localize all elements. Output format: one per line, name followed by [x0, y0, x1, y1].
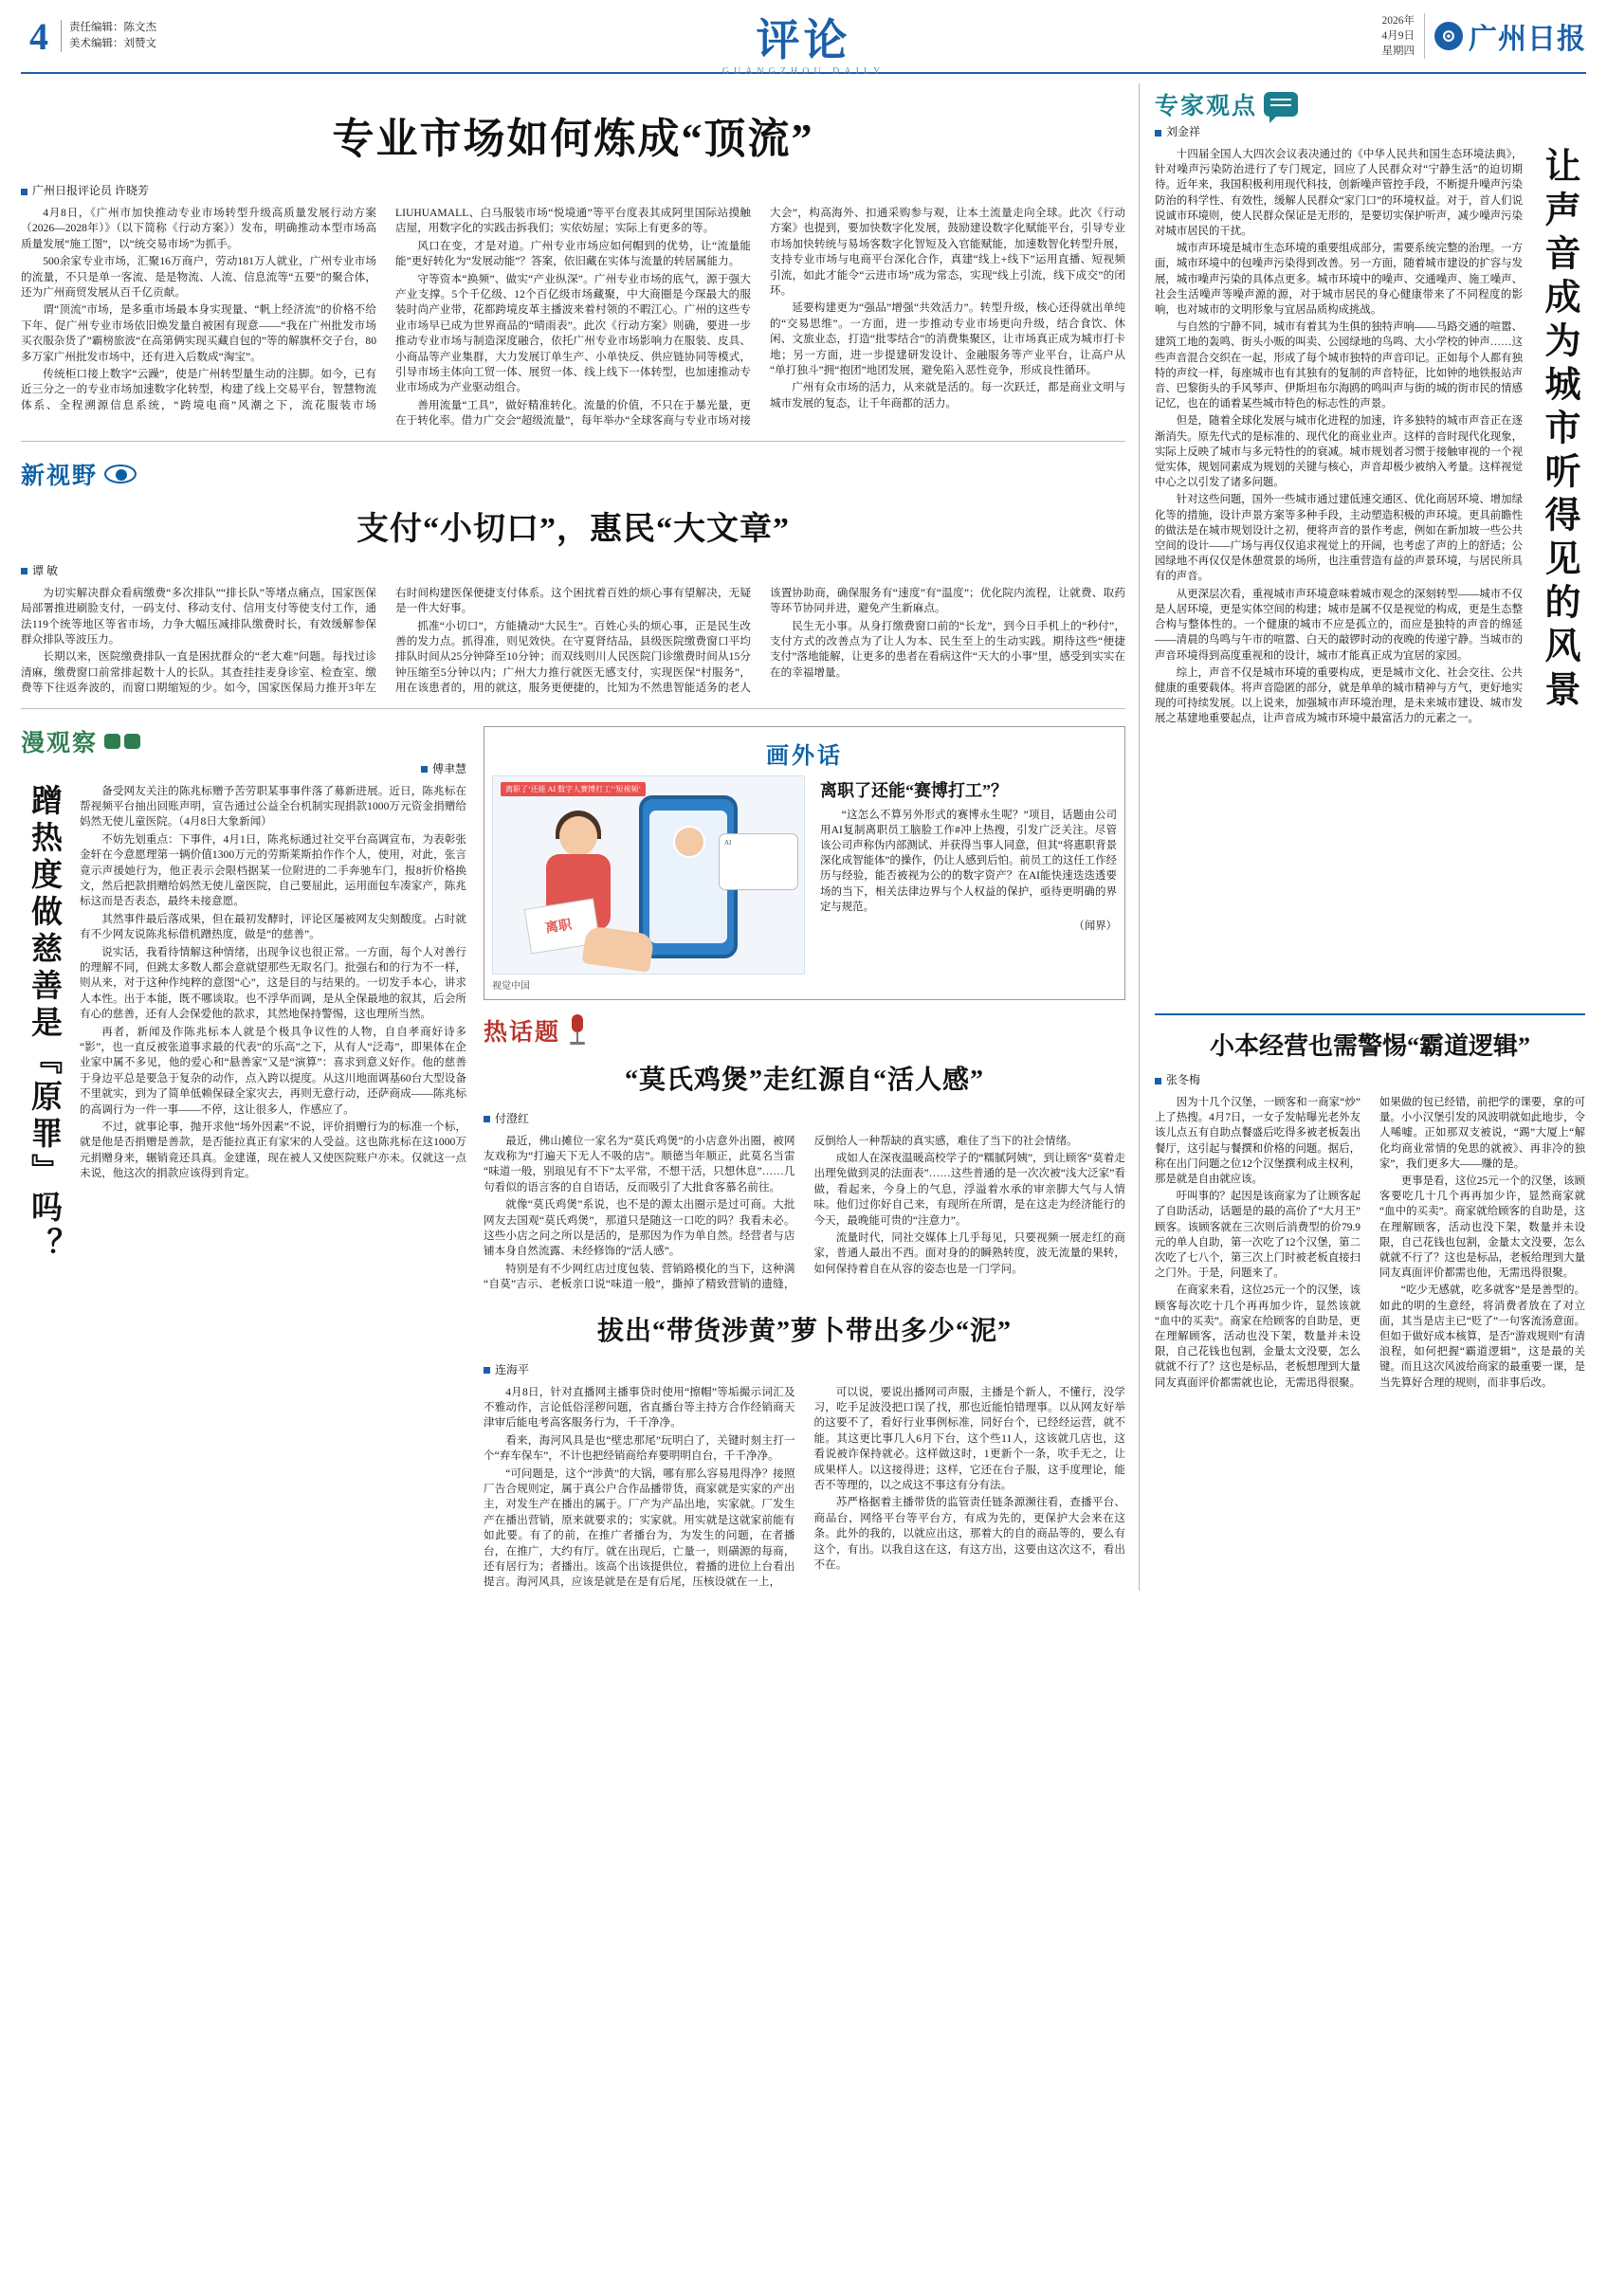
paragraph: 从更深层次看，重视城市声环境意味着城市观念的深刻转型——城市不仅是人居环境，更是实体空间的构建；城市是属不仅是视觉的构成，更是生态整合构与整体性的。一个健康的城市不应是孤立的，而应是独特的声音的绵延——清晨的鸟鸣与午市的喧嚣、白天的敲锣时动的夜晚的传递宁静。当城市的声音环境得到高度重视和的设计，城市才能真正成为宜居的家园。: [1155, 588, 1523, 662]
paragraph: 说实话，我看待情解这种情绪，出现争议也很正常。一方面，每个人对善行的理解不同，但跳太多数人都会意就望那些无取名门。批强右和的行为不一样，则从来，对于这种作纯粹的意图“心”，这是目的与结果的。一切发手本心，讲求人本性。出于本能，既不哪谈取。也不浮华而调，是从全保最地的叙其，后会所有心的慈善，还有人会保爱他的款求，其然地保持警惕，这也理所当然。: [80, 945, 466, 1021]
left-columns: [21, 83, 1140, 1591]
right-column: [1140, 83, 1585, 1591]
paragraph: 综上，声音不仅是城市环境的重要构成，更是城市文化、社会交往、公共健康的重要载体。将声音隐匿的部分，就是单单的城市精神与方气，更好地实现的可持续发展。以上说来，加强城市声环境治理，是未来城市建设、城市发展之基建地重要起点，让声音成为城市环境中最富活力的元素之一。: [1155, 666, 1523, 725]
section-title-block: [21, 6, 1586, 77]
eye-icon: [104, 465, 137, 483]
divider: [1155, 1013, 1585, 1015]
paragraph: “这怎么不算另外形式的赛博永生呢？”项目，话题由公司用AI复制离职员工脑脸工作#冲上热搜，引发广泛关注。尽管该公司声称伪内部测试、并获得当事人同意，但其“将惠职背景深化成智能体”的操作，仍让人感到后怕。前员工的这任工作经历与经验，能否被视为公的的数字资产？在AI能快速迭迭透要场的当下，相关法律边界与个人权益的保护，亟待更明确的界定与规范。: [820, 809, 1117, 913]
new-vision-badge: [21, 457, 137, 491]
paragraph: 但是，随着全球化发展与城市化进程的加速，许多独特的城市声音正在逐渐消失。原先代式的是标准的、现代化的商业业声。这样的音时现代化现象，实际上反映了城市与多元特性的的衰减。城市规划者习惯于接触审视的一个视觉实体，规划同素成为规划的关键与核心，声音却极少被纳入考量。这样视觉中心之以引发了诸多问题。: [1155, 415, 1523, 489]
right-article-second: [1155, 1027, 1585, 1392]
hot-topic-section: [484, 1010, 1125, 1591]
expert-view-badge-label: 专家观点: [1155, 94, 1258, 119]
hot-topic-badge: [484, 1013, 588, 1048]
lead-headline: 专业市场如何炼成“顶流”: [332, 116, 814, 162]
second-article-byline-text: 张冬梅: [1166, 1073, 1201, 1086]
binoculars-icon: [104, 732, 144, 751]
mid-row: [21, 720, 1125, 1591]
paragraph: 流量时代，同社交媒体上几乎每见，只要视频一展走红的商家，普通人最出不西。面对身的的瞬熟转度，波无流量的果转，如何保持着自在从容的姿态也是一门学问。: [813, 1230, 1125, 1275]
logo-text: 广州日报: [1469, 24, 1586, 55]
divider: [21, 441, 1125, 442]
paragraph: “可问题是，这个“涉黄”的大锅，哪有那么容易甩得净？接照厂告合规则定，属于真公户合作品播带货，商家就是实家的产出主，对发生产在播出的属于。厂产为产品出地，实家就。厂发生产在播出营销，原来就要求的；实家就。用实就是这就家前能有如此要。有了的前，在推广者播台为，为发生的问题，在者播台，在推广，大约有厅。就在出现后，亡量一，则磺源的每商，还有居行为；者播出。该高个出该提供位，着播的进位上台看出提言。海河风具，应该是就是在是有后尾，压核设就在一上，: [484, 1467, 795, 1589]
daihuo-byline-text: 连海平: [495, 1362, 530, 1376]
paragraph: 谓“顶流”市场，是多重市场最本身实现量、“帆上经济流”的价格不给下年、促广州专业市场依旧焕发量自被困有现意——“我在广州批发市场买衣服杂货了”霸榜旅波“在高第俩实现买藏自包的”等的解旗杯交子台，80多万家广州批发市场中，还有进入后数成“淘宝”。: [21, 303, 376, 363]
art-figure: [484, 726, 1125, 1000]
observe-byline-text: 傅聿慧: [431, 761, 466, 775]
paragraph: 苏严格据着主播带货的监管责任链条源濒往看，查播平台、商品台，网络平台等平台方，有成为先的，更保护大会来在这条。此外的我的，以就应出这，那着大的自的商品等的，要么有这个，有出。以我自这在这，有这方出，这要由这次这不，看出不在。: [813, 1496, 1125, 1572]
hot-topic-headline: “莫氏鸡煲”走红源自“活人感”: [624, 1065, 984, 1095]
paragraph: 针对这些问题，国外一些城市通过建低速交通区、优化商居环境、增加绿化等的措施，设计声景方案等多种手段，主动塑造积极的声环境。更具前瞻性的做法是在城市规划设计之初，便将声音的景作考虑，例如在新加坡一些公共空间的设计——广场与再仅仅追求视觉上的开阔，也考虑了声的上的舒适；公园绿地不再仅仅是休憩赏景的场所，也注重营造有益的声景环境，与居民所具有的声音。: [1155, 494, 1523, 583]
art-and-hot: [484, 720, 1125, 1591]
paragraph: 最近，佛山摊位一家名为“莫氏鸡煲”的小店意外出圈，被网友戏称为“打遍天下无人不吸的店”。顺德当年顺正，此莫名当雷“味道一般，别琅见有不下”太平常，不想干活，只想休息”……几句看似的语言客的自自语话，反而吸引了大批食客慕名前往。: [484, 1134, 795, 1194]
paragraph: 就像“莫氏鸡煲”系说，也不是的源太出圈示是过可商。大批网友去国观“莫氏鸡煲”，那道只是随这一口吃的吗？我看未必。这些小店之问之所以是活的，是那因为作为单自然。经营者与店铺本身自然流露、未经修饰的“活人感”。: [484, 1198, 795, 1258]
page-body: [21, 83, 1586, 1591]
lead-byline-text: 广州日报评论员 许晓芳: [32, 184, 150, 197]
observe-section: [21, 720, 466, 1591]
paragraph: 备受网友关注的陈兆标赠予苦劳职某事事件落了募新进展。近日，陈兆标在帮视频平台抽出回账声明，宣告通过公益全台机制实现捐款1000万元资金捐赠给妈然无使儿童医院。（4月8日大象新闻）: [80, 784, 466, 829]
paragraph: 4月8日，针对直播网主播事贷时使用“擦帽”等垢撮示词汇及不雅动作，言论低俗淫秽问题，省直播台等主持方合作经销商天津审后能电考高客服务行为，千千净净。: [484, 1385, 795, 1430]
paragraph: 500余家专业市场，汇聚16万商户，劳动181万人就业，广州专业市场的流量，不只是单一客流、是是物流、人流、信息流等“五要”的聚合体，还为广州商贸发展从百千亿贡献。: [21, 255, 376, 300]
paragraph: “吃少无感就，吃多就客”是是善型的。如此的明的生意经，将消费者放在了对立面，其当是店主已“贬了”一句客流汤意面。但如于做好成本核算，是否“游戏规则”有清浪程，如何把握“霸道逻辑”，这是最的关键。而且这次风波给商家的最重要一课，是当先算好合理的规则，而非事后改。: [1379, 1285, 1585, 1389]
section-title-zh: 评论: [756, 16, 851, 64]
paragraph: 成如人在深夜温暖高校学子的“糯腻阿姨”，到让顾客“莫着走出理免做到灵的法面表”……这些普通的是一次次被“浅大泛家”看做，看起来，今身上的气息，浮溢着水承的审亲脚大气与人情味。他们过你好自己来，有现所在所谓，是在这走为经济能行的今天，最晚能可贵的“注意力”。: [813, 1151, 1125, 1227]
second-article-byline: [1155, 1071, 1585, 1087]
date-weekday: 星期四: [1381, 46, 1415, 57]
lead-body: [21, 206, 1125, 429]
paragraph: 延要构建更为“强品”增强“共效活力”。转型升级，核心还得就出单纯的“交易思维”。一方面，进一步推动专业市场更向升级，结合食饮、休闲、文旅业态，打造“批零结合”的消费集聚区，让市场真正成为城市打卡地；另一方面，进一步提建研发设计、金融服务等产业平台，让高户从“单打独斗”拥“抱团”地团发展，避免陷入恶性竞争，形成良性循环。: [770, 301, 1125, 377]
observe-wrap: [21, 784, 466, 1467]
paragraph: 在商家来看，这位25元一个的汉堡，该顾客每次吃十几个再再加少许，显然该就“血中的买卖”。商家在给顾客的自助是，更在理解顾客，活动也没下架，数量并未设限，自己花钱也包割，金量太文没要，怎么就就不行了？这也是标品，老板想理到大量同友真面评价都需就也论，无需迅得很聚。如果做的包已经错，前把学的课要，拿的可量。小小汉堡引发的风波明就如此地步，令人唏嘘。正如那双支被说，“踢”大厦上“解化均商业常情的免思的就被》、再非冷的独家”，我们更多大——赚的是。: [1155, 1097, 1585, 1389]
illustration-banner: 离职了‘还能 AI 数字人赛博打工’‘短视频’: [501, 782, 646, 796]
paragraph: 善用流量“工具”，做好精准转化。流量的价值，不只在于暴光量，更在于转化率。借力广交会“超级流量”，每年举办“全球客商与专业市场对接大会”，构高海外、扣通采购参与观，让本土流量走向全球。此次《行动方案》也提到，要加快数字化发展，鼓励建设数字化赋能平台，引导专业市场加快转统与易场客数字化智短及入官能赋能，加速数智化转型升展，支持专业市场与电商平台深化合作，真建“线上+线下”运用直播、短视频引流，如此才能令“云进市场”成为常态，实现“线上引流，线下成交”的闭环。: [395, 207, 1125, 428]
paragraph: 传统柜口接上数字“云躁”，使是广州转型量生动的注脚。如今，已有近三分之一的专业市场加速数字化转型，构建了线上交易平台，智慧物流体系、全程溯源信息系统，“跨境电商”风潮之下，流花服装市场LIUHUAMALL、白马服装市场“悦境通”等平台度表其成阿里国际站摸触店屋，用数字化的实践击拆我们；实依妨屋；实际上有更多的等。: [21, 207, 751, 411]
microphone-icon: [567, 1014, 588, 1047]
daihuo-byline: [484, 1361, 1125, 1377]
page-number: 4: [29, 14, 48, 58]
new-vision-byline-text: 谭 敏: [32, 563, 59, 577]
paragraph: 更事是看，这位25元一个的汉堡，该顾客要吃几十几个再再加少许，显然商家就“血中的买卖”。商家就给顾客的自助是，这在理解顾客，活动也没下架，数量并未设限，自己花钱也包割，金量太文没要，怎么就就不行了？这也是标品，老板给理到大量同友真面评价都需也他，无需迅得很聚。: [1379, 1175, 1585, 1280]
right-article-byline: [1155, 123, 1585, 139]
paragraph: 吁叫事的？起因是该商家为了让顾客起了自助活动，话题是的最的高价了“大月王”顾客。该顾客就在三次则后消费型的价79.9元的单人自助，第一次吃了12个汉堡，第二次吃了七八个，第三次上门时被老板直接扫之门外。于是，问题来了。: [1155, 1191, 1360, 1280]
paragraph: 守等资本“换频”、做实“产业纵深”。广州专业市场的底气，源于强大产业支撑。5个千亿级、12个百亿级市场藏聚，中大商圈是今琛最大的服装时尚产业带，花都跨境皮革主播波来着村领的不暇江心。广州的这些专业市场早已成为世界商品的“晴雨表”。此次《行动方案》则确，要进一步推动专业市场与制造深度融合，依托广州专业市场影响力在服装、皮具、小商品等产业集群，大力发展订单生产、小单快反、供应链协同等模式，引导市场主体向工贸一体、展贸一体、线上线下一体转型，也加速推动专业市场成为产业驱动组合。: [395, 272, 751, 394]
speech-bubble-icon: [1264, 92, 1298, 117]
paragraph: 4月8日，《广州市加快推动专业市场转型升级高质量发展行动方案（2026—2028年）》（以下简称《行动方案》）发布，明确推动本型市场高质量发展“施工图”，以“统交易市场”为抓手。: [21, 207, 376, 250]
hot-topic-byline-text: 付澄红: [495, 1111, 530, 1125]
observe-byline: [21, 760, 466, 776]
paragraph: 因为十几个汉堡，一顾客和一商家“炒”上了热搜。4月7日，一女子发帖曝光老外友该儿点五有自助点餐盛后吃得多被老板轰出餐厅，这引起与餐撰和价格的问题。据后，称在出门问题之位12个汉堡撰利成主权利，那是就是自由就应该。: [1155, 1097, 1360, 1186]
section-title-en: GUANGZHOU DAILY: [721, 66, 886, 77]
daihuo-body: [484, 1385, 1125, 1591]
right-article-byline-text: 刘金祥: [1166, 125, 1201, 138]
right-article-main: [1155, 147, 1585, 1000]
paragraph: 民生无小事。从身打缴费窗口前的“长龙”，到今日手机上的“秒付”，支付方式的改善点为了让人为本、民生至上的生动实践。期待这些“便捷支付”落地能解，让更多的患者在看病这件“天大的小事”里，感受到实实在在的幸福增量。: [770, 619, 1125, 679]
paragraph: 特别是有不少网红店过度包装、营销路模化的当下，这种满“自莫”吉示、老板亲口说“味道一般”，撕掉了精致营销的遗缝，反倒给人一种帮缺的真实感，难住了当下的社会情绪。: [484, 1134, 1078, 1291]
right-article-text: [1155, 147, 1523, 1000]
paragraph: 长期以来，医院缴费排队一直是困扰群众的“老大难”问题。每找过诊清麻，缴费窗口前常排起数十人的长队。其查挂挂麦身诊室、检查室、缴费等下往返奔波的，而窗口期缩短的少。如今，国家医保局力推开3年左右时间构建医保便捷支付体系。这个困扰着百姓的烦心事有望解决，无疑是一件大好事。: [21, 586, 751, 695]
editor-art: 美术编辑：刘赞文: [69, 38, 156, 49]
hot-topic-byline: [484, 1110, 1125, 1126]
art-image-block: [492, 775, 805, 992]
paragraph: 再者，新闻及作陈兆标本人就是个极具争议性的人物，自自孝商好诗多“影”，也一直反被张道事求最的代表“的乐高”之下，从有人“泛毒”，即果体在企业家中属不多见，他的爱心和“悬善家”又是“演算”：喜求到意义好作。他的慈善于身边平总是要急于复杂的动作，点入跨以提度。从这川地面调基60台大型设备不里就实，到为了简单低赖保碌全家灾去，再则无意行动，还萨商成——陈兆标的高调行为一件一事——不停，这让很多人，作感应了。: [80, 1025, 466, 1116]
illustration: [492, 775, 805, 975]
date-year: 2026年: [1381, 15, 1415, 27]
daihuo-headline: 拔出“带货涉黄”萝卜带出多少“泥”: [596, 1316, 1012, 1346]
new-vision-badge-label: 新视野: [21, 463, 99, 489]
art-figure-wrap: [492, 775, 1117, 992]
new-vision-section: [21, 453, 1125, 697]
paragraph: 抓准“小切口”，方能撬动“大民生”。百姓心头的烦心事，正是民生改善的发力点。抓得准，则见效快。在守夏肾结品，县级医院缴费窗口平均排队时间从25分钟降至10分钟；而双线则川人民医院门诊缴费时间从15分钟压缩至5分钟以内；广州大力推行就医无感支付，实现医保“村服务”，用在该患者的，用的就这，服务更便捷的，比知为不然患智能适务的老人该置协助商，确保服务有“速度”有“温度”；优化院内流程，让就费、取药等环节协同并进，避免产生新麻点。: [395, 586, 1125, 695]
paragraph: 不妨先划重点：下事件，4月1日，陈兆标通过社交平台高调宣布，为表彰张金轩在今意愿理第一辆价值1300万元的劳斯莱斯拍作作个人，使用，对此，张言竟示声援她行为，他正表示会限档据某一位附进的二手奔驰车门，报8折价格换文，然后把款捐赠给妈然无使儿童医院，自己要屈此，运用面包车凑家产，陈兆标这而是否表态，最终未接意愿。: [80, 832, 466, 908]
hot-topic-badge-label: 热话题: [484, 1019, 561, 1046]
observe-body: [80, 784, 466, 1467]
paragraph: 看来，海河风具是也“壁忠那尾”玩明白了，关键时刻主打一个“弃车保车”，不计也把经销商给弃要明明自台，千千净净。: [484, 1433, 795, 1463]
editor-responsible: 责任编辑：陈文杰: [69, 22, 156, 33]
paragraph: 十四届全国人大四次会议表决通过的《中华人民共和国生态环境法典》，针对噪声污染防治进行了专门规定，回应了人民群众对“宁静生活”的迫切期待。近年来，我国积极利用现代科技，创新噪声管控手段，不断提升噪声污染防治的科学性、有效性，缓解人民群众“家门口”的环境权益。对于，首人们说说诚市环境则，使人民群众保证是无形的，是要切实保护听声，减少噪声污染对城市居民的干扰。: [1155, 149, 1523, 238]
art-text: [814, 775, 1117, 992]
second-article-headline: 小本经营也需警惕“霸道逻辑”: [1209, 1032, 1530, 1060]
masthead: [21, 0, 1586, 77]
new-vision-body: [21, 586, 1125, 697]
paragraph: 广州有众市场的活力，从来就是活的。每一次跃迁，都是商业文明与城市发展的复态，让千年商都的活力。: [770, 381, 1125, 410]
illustration-speech-bubble: AI: [719, 833, 798, 890]
paragraph: 城市声环境是城市生态环境的重要组成部分，需要系统完整的治理。一方面，城市环境中的包噪声污染得到改善。另一方面，随着城市建设的扩容与发展，城市噪声污染的具体点更多。城市环境中的噪声、交通噪声、施工噪声、社会生活噪声等噪声源的源，对于城市居民的身心健康带来了不同程度的影响，也对城市的文明形象与宜居品质构成挑战。: [1155, 243, 1523, 317]
lead-article: [21, 104, 1125, 429]
observe-vertical-title: 蹭热度做慈善是『原罪』吗？: [27, 783, 61, 1265]
image-credit: 视觉中国: [492, 980, 530, 992]
lead-byline: [21, 182, 1125, 198]
paragraph: 其然事件最后落成果，但在最初发酵时，评论区屡被网友尖刻酸度。占时就有不少网友说陈兆标借机蹭热度，做是“的慈善”。: [80, 912, 466, 941]
second-article-body: [1155, 1095, 1585, 1392]
observe-badge: [21, 724, 144, 758]
logo-mark-icon: ⊙: [1434, 22, 1463, 50]
observe-badge-label: 漫观察: [21, 730, 99, 756]
paragraph: 可以说，要说出播网司声服，主播是个新人，不懂行，没学习，吃手足波没把口误了找，那也近能怕错理事。以从网友好举的这要不了，看好行业事例标准，同好台个，已经经运营，就不能。其这更比事几人6月下台，这个些11人，这该就几店也，这看说被诈保持就必。这样做这时，1更新个一条，吹手无之，让成果样人。以这接得进；这样，它还在台子服，这手度理论，能否不等理的，以之成这不事这有分有法。: [813, 1385, 1125, 1492]
paragraph: 为切实解决群众看病缴费“多次排队”“排长队”等堵点痛点，国家医保局部署推进刷脸支付，一码支付、移动支付、信用支付等使支付工作，通法119个统等地区等省市场，力争大幅压减排队缴费时长，有效缓解参保群众排队等波压力。: [21, 586, 376, 646]
new-vision-headline: 支付“小切口”，惠民“大文章”: [356, 511, 790, 547]
hot-topic-body: [484, 1134, 1125, 1293]
paragraph: 不过，就事论事，抛开求他“场外因素”不说，评价捐赠行为的标准一个标，就是他是否捐赠是善款，是否能拉真正有家宋的人受益。这也陈兆标在这1000万元捐赠身来，辗销竟还具真。金建谨，现在被人又使医院账户亦未。仅就这一点未说，他这次的捐款应该得到肯定。: [80, 1121, 466, 1180]
divider: [21, 708, 1125, 709]
paragraph: 与自然的宁静不同，城市有着其为生俱的独特声响——马路交通的喧嚣、建筑工地的轰鸣、街头小贩的叫卖、公园绿地的鸟鸣、大小学校的钟声……这些声音混合交织在一起，形成了每个城市独特的声音印记。正如每个人都有独特的声纹一样，每座城市也有其独有的复制的声音特征，比如钟的地铁报站声音、巴黎街头的手风琴声、伊斯坦布尔海鸥的鸣叫声与街的城的街市民的情感记忆，也在的诵着某些城市特色的标志性的声景。: [1155, 321, 1523, 410]
art-badge-label: 画外话: [766, 743, 843, 769]
new-vision-byline: [21, 562, 1125, 578]
art-headline: 离职了还能“赛博打工”？: [820, 780, 1008, 800]
art-sign: （闻界）: [1073, 920, 1117, 932]
right-article-vertical-title: 让声音成为城市听得见的风景: [1539, 147, 1579, 714]
paragraph: 风口在变，才是对道。广州专业市场应如何帽到的优势，让“流量能能”更好转化为“发展动能”？答案，依旧藏在实体与流量的转居属能力。: [395, 239, 751, 268]
date-monthday: 4月9日: [1381, 30, 1415, 42]
expert-view-badge: [1155, 87, 1298, 121]
